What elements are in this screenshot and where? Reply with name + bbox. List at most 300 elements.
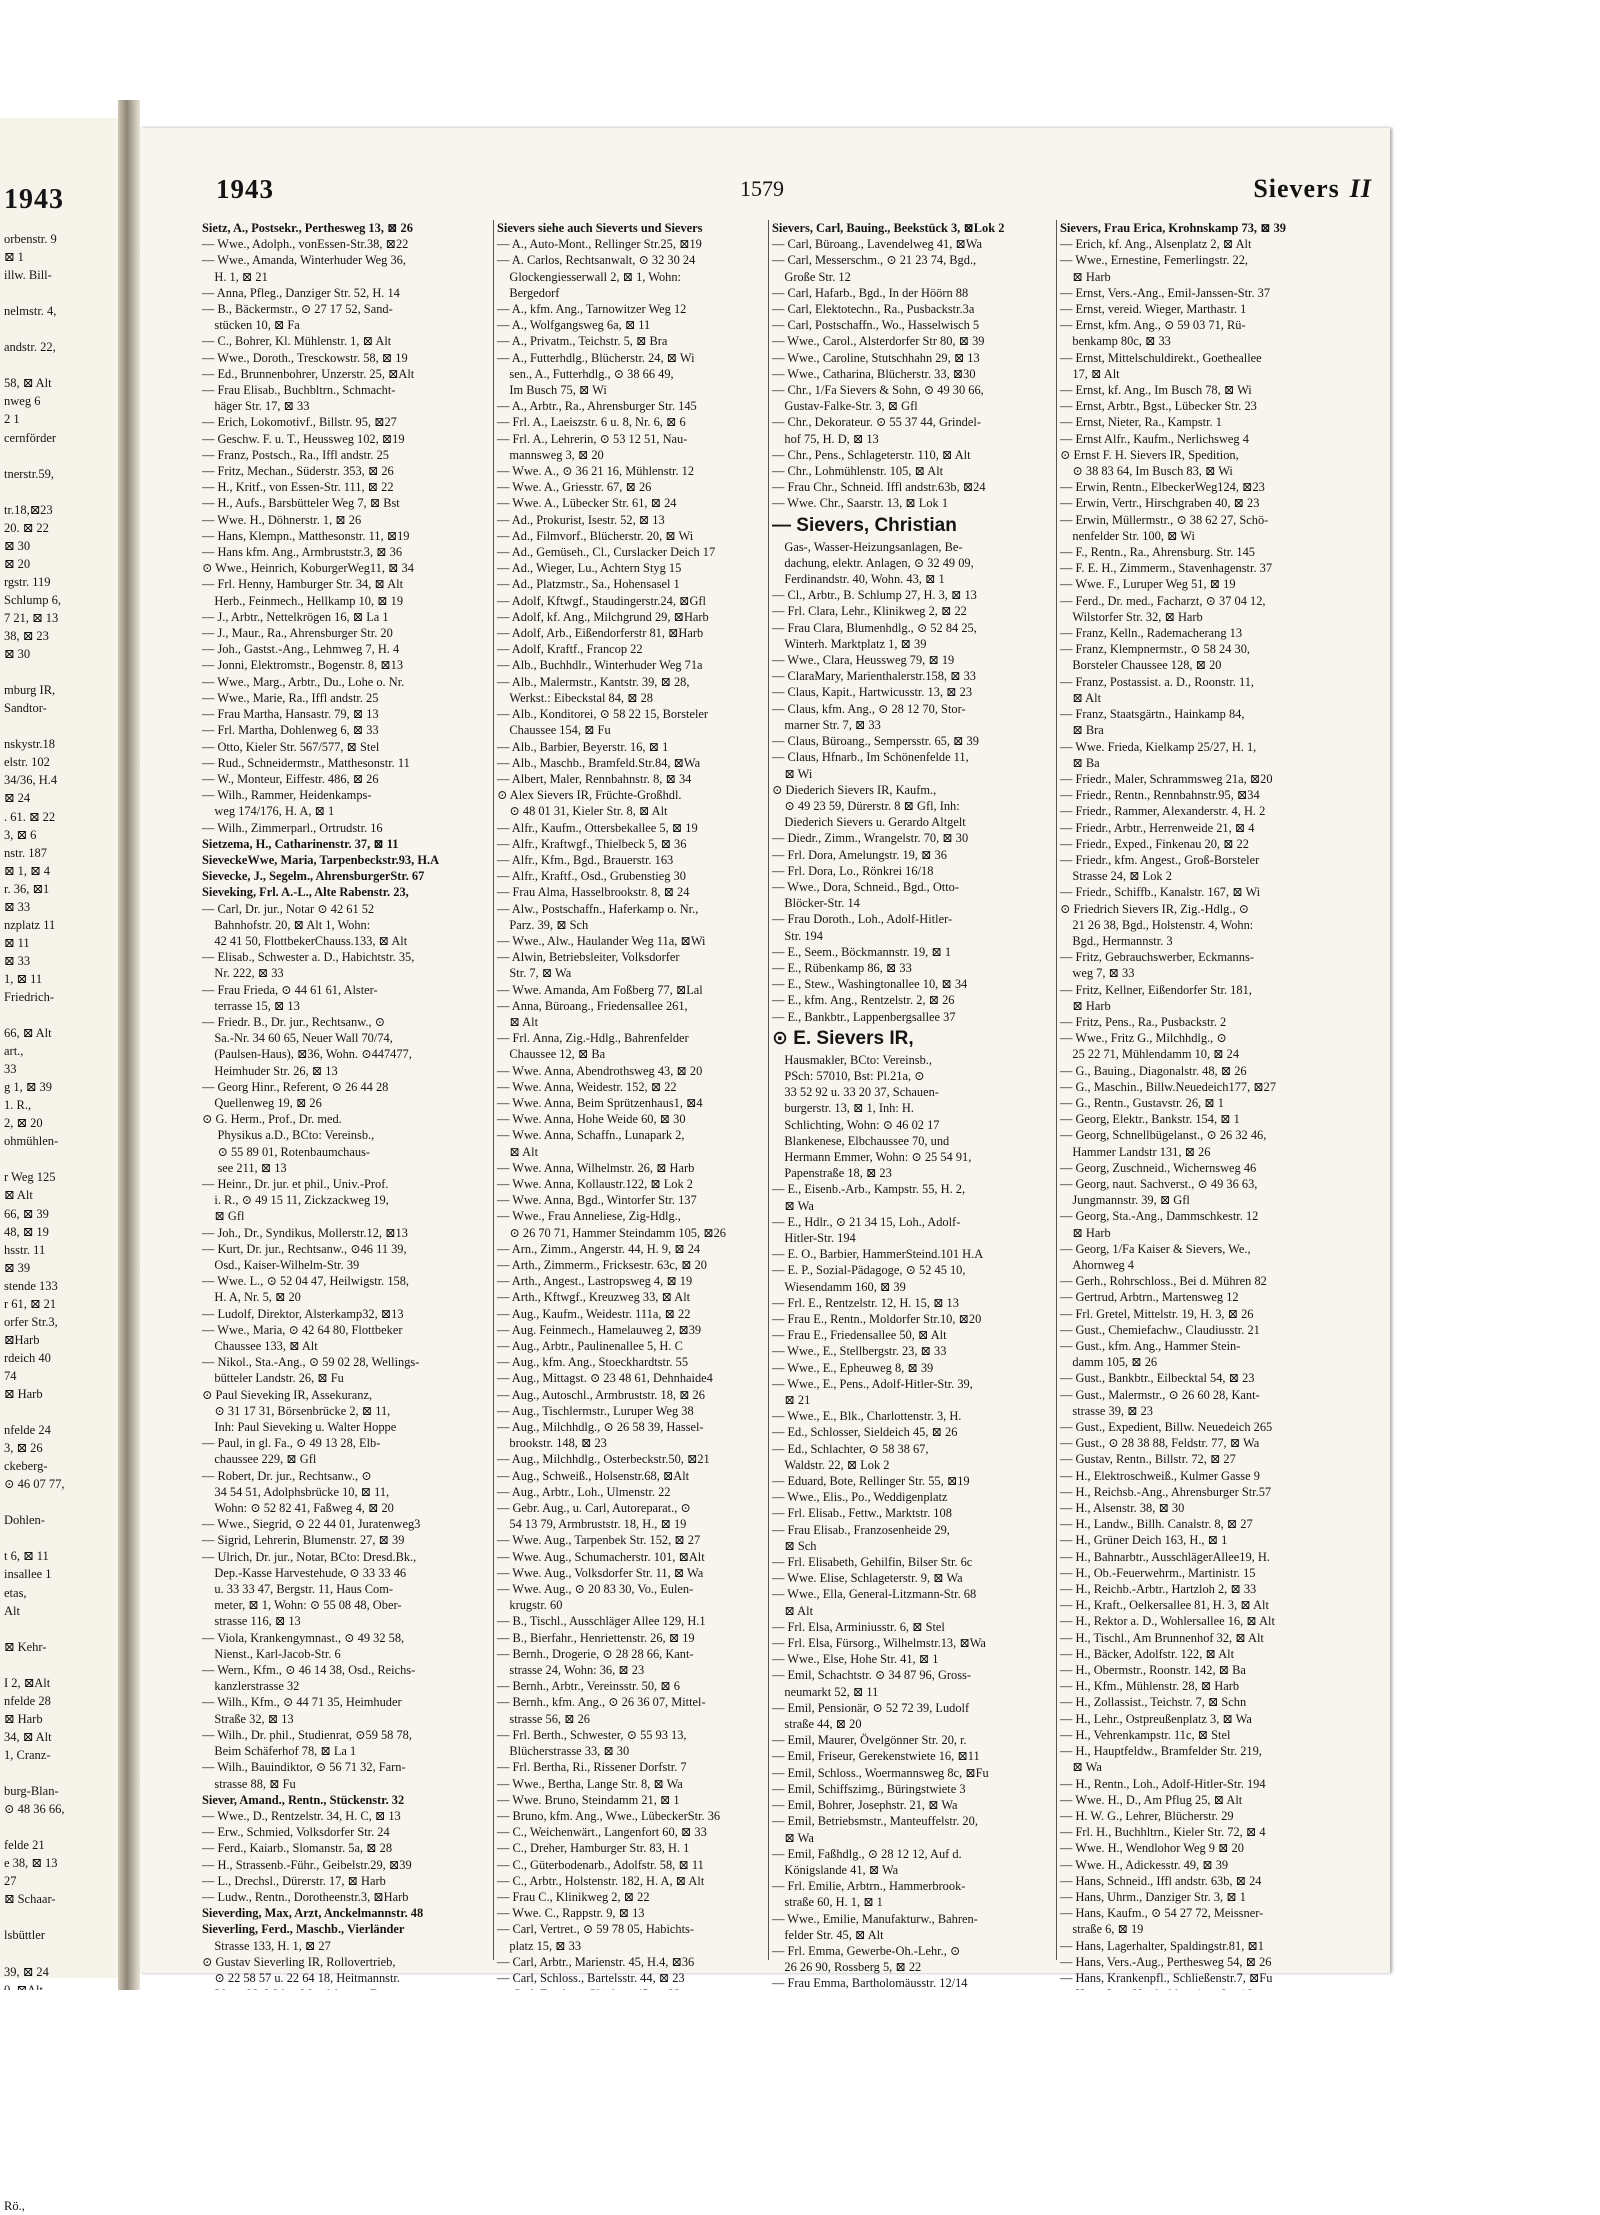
directory-entry: ⊠ Ba	[1060, 755, 1100, 770]
directory-entry: — Wwe. Anna, Schaffn., Lunapark 2,	[497, 1128, 685, 1143]
directory-entry: — Frl. Elsa, Arminiusstr. 6, ⊠ Stel	[772, 1619, 945, 1634]
directory-entry: — Wwe., Ella, General-Litzmann-Str. 68	[772, 1587, 977, 1602]
directory-entry: strasse 56, ⊠ 26	[497, 1711, 590, 1726]
directory-entry: ⊠ Wa	[772, 1198, 814, 1213]
directory-entry: Beim Schäferhof 78, ⊠ La 1	[202, 1744, 357, 1759]
directory-entry: — Alb., Konditorei, ⊙ 58 22 15, Borsteler	[497, 707, 709, 722]
directory-entry: — Jonni, Elektromstr., Bogenstr. 8, ⊠13	[202, 658, 404, 673]
directory-entry: — H., Reichb.-Arbtr., Hartzloh 2, ⊠ 33	[1060, 1582, 1257, 1597]
left-fragment: Alt	[4, 1603, 20, 1618]
directory-entry: Sietz, A., Postsekr., Perthesweg 13, ⊠ 26	[202, 221, 413, 235]
directory-entry: — Carl, Elektotechn., Ra., Pusbackstr.3a	[772, 302, 975, 317]
running-roman: II	[1349, 174, 1372, 203]
directory-entry: sen., A., Futterhdlg., ⊙ 38 66 49,	[497, 366, 674, 381]
directory-entry: Gustav-Falke-Str. 3, ⊠ Gfl	[772, 399, 918, 414]
directory-entry: — Aug., Milchhdlg., Osterbeckstr.50, ⊠21	[497, 1452, 710, 1467]
directory-entry: — Aug., Autoschl., Armbruststr. 18, ⊠ 26	[497, 1387, 705, 1402]
directory-entry: — H., Bahnarbtr., AusschlägerAllee19, H.	[1060, 1549, 1270, 1564]
left-fragment	[0, 663, 132, 681]
directory-entry: — Arn., Zimm., Angerstr. 44, H. 9, ⊠ 24	[497, 1241, 701, 1256]
directory-entry: Wilstorfer Str. 32, ⊠ Harb	[1060, 609, 1203, 624]
directory-entry: mannsweg 3, ⊠ 20	[497, 447, 604, 462]
directory-entry: — Aug., Mittagst. ⊙ 23 48 61, Dehnhaide4	[497, 1371, 713, 1386]
directory-entry: — H., Strassenb.-Führ., Geibelstr.29, ⊠39	[202, 1857, 412, 1872]
directory-entry: Glockengiesserwall 2, ⊠ 1, Wohn:	[497, 269, 681, 284]
directory-entry: — Adolf, kf. Ang., Milchgrund 29, ⊠Harb	[497, 609, 709, 624]
directory-entry: Blücherstrasse 33, ⊠ 30	[497, 1744, 630, 1759]
directory-entry: Werkst.: Eibeckstal 84, ⊠ 28	[497, 690, 653, 705]
directory-entry: — Alw., Postschaffn., Haferkamp o. Nr.,	[497, 901, 699, 916]
directory-entry: — Albert, Maler, Rennbahnstr. 8, ⊠ 34	[497, 771, 692, 786]
directory-entry: ⊠ Harb	[1060, 998, 1111, 1013]
directory-entry: — Wilh., Kfm., ⊙ 44 71 35, Heimhuder	[202, 1695, 402, 1710]
left-fragment: ⊠ 39	[4, 1260, 31, 1275]
directory-entry: Blankenese, Elbchaussee 70, und	[772, 1133, 950, 1148]
directory-entry: neumarkt 52, ⊠ 11	[772, 1684, 879, 1699]
left-fragment: ⊠ 11	[4, 935, 30, 950]
directory-entry: dachung, elektr. Anlagen, ⊙ 32 49 09,	[772, 555, 974, 570]
directory-entry: — Alb., Malermstr., Kantstr. 39, ⊠ 28,	[497, 674, 690, 689]
left-fragment: lsbüttler	[4, 1928, 45, 1943]
directory-entry: ⊠ Alt	[1060, 690, 1102, 705]
scan-bottom-margin	[0, 1990, 1600, 2177]
directory-entry: — H., Bäcker, Adolfstr. 122, ⊠ Alt	[1060, 1646, 1235, 1661]
left-fragment: I 2, ⊠Alt	[4, 1675, 51, 1690]
left-fragment: r. 36, ⊠1	[4, 881, 50, 896]
directory-entry: — Frl. Henny, Hamburger Str. 34, ⊠ Alt	[202, 577, 404, 592]
left-fragment: 2, ⊠ 20	[4, 1116, 43, 1131]
directory-entry: — Ernst Alfr., Kaufm., Nerlichsweg 4	[1060, 431, 1249, 446]
directory-entry: Schlichting, Wohn: ⊙ 46 02 17	[772, 1117, 940, 1132]
directory-entry: Str. 194	[772, 928, 823, 943]
left-fragment: orbenstr. 9	[4, 232, 57, 246]
directory-entry: ⊙ 31 17 31, Börsenbrücke 2, ⊠ 11,	[202, 1403, 391, 1418]
directory-entry: — Wwe., Caroline, Stutschhahn 29, ⊠ 13	[772, 350, 980, 365]
directory-entry: — Adolf, Kftwgf., Staudingerstr.24, ⊠Gfl	[497, 593, 706, 608]
directory-entry: — Frl. Elisab., Fettw., Marktstr. 108	[772, 1506, 952, 1521]
directory-entry: — Carl, Hafarb., Bgd., In der Höörn 88	[772, 285, 969, 300]
directory-entry: Strasse 133, H. 1, ⊠ 27	[202, 1938, 331, 1953]
directory-entry: Hitler-Str. 194	[772, 1230, 856, 1245]
directory-entry: — Alfr., Kraftwgf., Thielbeck 5, ⊠ 36	[497, 836, 687, 851]
directory-entry: Sieverding, Max, Arzt, Anckelmannstr. 48	[202, 1906, 424, 1921]
left-fragment: 39, ⊠ 24	[4, 1964, 49, 1979]
directory-entry: häger Str. 17, ⊠ 33	[202, 399, 310, 414]
directory-entry: — Arth., Zimmerm., Fricksestr. 63c, ⊠ 20	[497, 1258, 707, 1272]
directory-entry: ⊠ Wa	[772, 1830, 814, 1845]
directory-entry: ⊠ Harb	[1060, 1225, 1111, 1240]
directory-entry: Im Busch 75, ⊠ Wi	[497, 383, 607, 398]
left-fragment: 66, ⊠ 39	[4, 1206, 49, 1221]
directory-entry: — Emil, Schachtstr. ⊙ 34 87 96, Gross-	[772, 1668, 971, 1683]
directory-entry: — H., Kfm., Mühlenstr. 28, ⊠ Harb	[1060, 1679, 1240, 1694]
left-fragment: etas,	[4, 1585, 27, 1600]
directory-entry: — Gust., ⊙ 28 38 88, Feldstr. 77, ⊠ Wa	[1060, 1436, 1260, 1451]
directory-entry: — Friedr., Rammer, Alexanderstr. 4, H. 2	[1060, 804, 1266, 819]
left-fragment: ⊠ 20	[4, 556, 31, 571]
column-2	[497, 220, 786, 1985]
directory-entry: — Ernst, Nieter, Ra., Kampstr. 1	[1060, 415, 1222, 430]
directory-entry: Dep.-Kasse Harvestehude, ⊙ 33 33 46	[202, 1565, 407, 1580]
directory-entry: Hausmakler, BCto: Vereinsb.,	[772, 1052, 932, 1067]
directory-entry: — Ernst, vereid. Wieger, Marthastr. 1	[1060, 302, 1247, 317]
directory-entry: straße 44, ⊠ 20	[772, 1717, 862, 1732]
left-fragment: 20. ⊠ 22	[4, 520, 49, 535]
left-fragment: orfer Str.3,	[4, 1314, 58, 1329]
directory-entry: — Georg Hinr., Referent, ⊙ 26 44 28	[202, 1079, 389, 1094]
directory-entry: — Sievers, Christian	[772, 514, 957, 536]
directory-entry: — J., Arbtr., Nettelkrögen 16, ⊠ La 1	[202, 609, 389, 624]
directory-entry: platz 15, ⊠ 33	[497, 1938, 582, 1953]
directory-entry: Hammer Landstr 131, ⊠ 26	[1060, 1144, 1211, 1159]
directory-entry: — Bernh., kfm. Ang., ⊙ 26 36 07, Mittel-	[497, 1695, 706, 1710]
directory-entry: — F., Rentn., Ra., Ahrensburg. Str. 145	[1060, 545, 1255, 560]
directory-entry: nenfelder Str. 100, ⊠ Wi	[1060, 528, 1195, 543]
directory-entry: — Wwe., Maria, ⊙ 42 64 80, Flottbeker	[202, 1322, 403, 1337]
directory-entry: — Kurt, Dr. jur., Rechtsanw., ⊙46 11 39,	[202, 1241, 407, 1256]
directory-entry: — A., Wolfgangsweg 6a, ⊠ 11	[497, 318, 651, 333]
directory-entry: — H. W. G., Lehrer, Blücherstr. 29	[1060, 1808, 1234, 1823]
directory-entry: — Hans, Uhrm., Danziger Str. 3, ⊠ 1	[1060, 1889, 1246, 1904]
directory-entry: — Aug. Feinmech., Hamelauweg 2, ⊠39	[497, 1322, 702, 1337]
left-fragment: burg-Blan-	[4, 1784, 59, 1799]
directory-entry: — Hans kfm. Ang., Armbruststr.3, ⊠ 36	[202, 545, 403, 560]
directory-entry: — Hans, Klempn., Matthesonstr. 11, ⊠19	[202, 528, 410, 543]
directory-entry: — Emil, Maurer, Övelgönner Str. 20, r.	[772, 1733, 967, 1748]
directory-entry: Chaussee 12, ⊠ Ba	[497, 1047, 606, 1062]
directory-entry: — G., Bauing., Diagonalstr. 48, ⊠ 26	[1060, 1063, 1247, 1078]
directory-entry: Chaussee 154, ⊠ Fu	[497, 723, 611, 738]
left-adjacent-page	[0, 118, 132, 2214]
directory-entry: Gas-, Wasser-Heizungsanlagen, Be-	[772, 539, 963, 554]
directory-entry: — Ed., Schlachter, ⊙ 58 38 67,	[772, 1441, 929, 1456]
directory-entry: — F. E. H., Zimmerm., Stavenhagenstr. 37	[1060, 561, 1273, 576]
directory-entry: — C., Dreher, Hamburger Str. 83, H. 1	[497, 1841, 690, 1856]
directory-entry: — E. P., Sozial-Pädagoge, ⊙ 52 45 10,	[772, 1263, 966, 1278]
directory-entry: — Wwe. H., Wendlohor Weg 9 ⊠ 20	[1060, 1841, 1244, 1856]
directory-entry: — Ad., Wieger, Lu., Achtern Styg 15	[497, 561, 682, 576]
left-page-fragments	[0, 230, 132, 2215]
left-fragment	[0, 1818, 132, 1836]
directory-entry: — Wwe., Else, Hohe Str. 41, ⊠ 1	[772, 1652, 939, 1667]
directory-entry: — Wwe. Anna, Abendrothsweg 43, ⊠ 20	[497, 1063, 703, 1078]
directory-entry: Physikus a.D., BCto: Vereinsb.,	[202, 1128, 375, 1143]
directory-entry: — Emil, Bohrer, Josephstr. 21, ⊠ Wa	[772, 1798, 958, 1813]
directory-entry: — C., Güterbodenarb., Adolfstr. 58, ⊠ 11	[497, 1857, 704, 1872]
directory-entry: — Frau Emma, Bartholomäusstr. 12/14	[772, 1976, 968, 1991]
directory-entry: — Wwe., Emilie, Manufakturw., Bahren-	[772, 1911, 978, 1926]
directory-entry: — H., Lehr., Ostpreußenplatz 3, ⊠ Wa	[1060, 1711, 1252, 1726]
directory-entry: — Wwe., E., Epheuweg 8, ⊠ 39	[772, 1360, 934, 1375]
left-fragment	[0, 320, 132, 338]
directory-entry: — Wwe., E., Blk., Charlottenstr. 3, H.	[772, 1409, 962, 1424]
left-fragment: g 1, ⊠ 39	[4, 1080, 52, 1095]
directory-entry: — H., Vehrenkampstr. 11c, ⊠ Stel	[1060, 1727, 1231, 1742]
directory-entry: — Nikol., Sta.-Ang., ⊙ 59 02 28, Wellings-	[202, 1355, 420, 1370]
directory-entry: — Wwe. Anna, Bgd., Wintorfer Str. 137	[497, 1193, 697, 1208]
left-fragment: ⊠ 33	[4, 899, 31, 914]
left-fragment: ⊠ Alt	[4, 1188, 33, 1203]
directory-entry: — Bernh., Arbtr., Vereinsstr. 50, ⊠ 6	[497, 1679, 680, 1694]
directory-entry: ⊙ 55 89 01, Rotenbaumchaus-	[202, 1144, 370, 1159]
directory-entry: — Ernst, Mittelschuldirekt., Goetheallee	[1060, 350, 1262, 365]
directory-entry: ⊠ Harb	[1060, 269, 1111, 284]
directory-entry: — H., Reichsb.-Ang., Ahrensburger Str.57	[1060, 1484, 1272, 1499]
directory-entry: — Wwe. H., D., Am Pflug 25, ⊠ Alt	[1060, 1792, 1243, 1807]
directory-entry: — Wwe., Bertha, Lange Str. 8, ⊠ Wa	[497, 1776, 683, 1791]
directory-entry: — Wwe. A., Griesstr. 67, ⊠ 26	[497, 480, 652, 495]
directory-entry: — Ferd., Dr. med., Facharzt, ⊙ 37 04 12,	[1060, 593, 1266, 608]
directory-entry: — A., Privatm., Teichstr. 5, ⊠ Bra	[497, 334, 668, 349]
directory-entry: strasse 24, Wohn: 36, ⊠ 23	[497, 1663, 645, 1678]
directory-entry: 17, ⊠ Alt	[1060, 366, 1120, 381]
directory-entry: — A., kfm. Ang., Tarnowitzer Weg 12	[497, 302, 687, 317]
left-fragment	[0, 1908, 132, 1926]
directory-entry: — Ernst, kfm. Ang., ⊙ 59 03 71, Rü-	[1060, 318, 1246, 333]
directory-entry: ⊙ Wwe., Heinrich, KoburgerWeg11, ⊠ 34	[202, 561, 414, 576]
directory-entry: 34 54 51, Adolphsbrücke 10, ⊠ 11,	[202, 1484, 390, 1499]
directory-entry: — Aug., Arbtr., Paulinenallee 5, H. C	[497, 1339, 683, 1354]
left-fragment	[0, 1493, 132, 1511]
directory-entry: — E., Seem., Böckmannstr. 19, ⊠ 1	[772, 944, 952, 959]
left-fragment: andstr. 22,	[4, 340, 56, 355]
directory-entry: — Aug., Milchhdlg., ⊙ 26 58 39, Hassel-	[497, 1420, 704, 1435]
left-fragment: r Weg 125	[4, 1170, 56, 1185]
directory-entry: — Alwin, Betriebsleiter, Volksdorfer	[497, 950, 680, 965]
directory-entry: — Hans, Schneid., Iffl andstr. 63b, ⊠ 24	[1060, 1873, 1262, 1888]
directory-entry: weg 7, ⊠ 33	[1060, 966, 1135, 981]
left-fragment: nskystr.18	[4, 737, 56, 752]
directory-entry: Blöcker-Str. 14	[772, 896, 860, 911]
directory-entry: — Wwe., Dora, Schneid., Bgd., Otto-	[772, 879, 959, 894]
directory-entry: — Ad., Prokurist, Isestr. 52, ⊠ 13	[497, 512, 665, 527]
directory-entry: — Wwe. Bruno, Steindamm 21, ⊠ 1	[497, 1792, 680, 1807]
directory-entry: — Chr., Lohmühlenstr. 105, ⊠ Alt	[772, 464, 944, 479]
left-fragment: 58, ⊠ Alt	[4, 376, 52, 391]
left-fragment: r 61, ⊠ 21	[4, 1296, 57, 1311]
left-fragment: rgstr. 119	[4, 574, 51, 589]
directory-entry: brookstr. 148, ⊠ 23	[497, 1436, 607, 1451]
directory-entry: — E. O., Barbier, HammerSteind.101 H.A	[772, 1247, 984, 1262]
directory-entry: — Georg, Schnellbügelanst., ⊙ 26 32 46,	[1060, 1128, 1267, 1143]
left-fragment: 1, ⊠ 11	[4, 971, 43, 986]
directory-entry: — Wwe. Anna, Hohe Weide 60, ⊠ 30	[497, 1112, 686, 1127]
directory-entry: — Frau Alma, Hasselbrookstr. 8, ⊠ 24	[497, 885, 690, 900]
directory-entry: — A., Futterhdlg., Blücherstr. 24, ⊠ Wi	[497, 350, 695, 365]
directory-entry: hof 75, H. D, ⊠ 13	[772, 431, 879, 446]
directory-entry: — Fritz, Gebrauchswerber, Eckmanns-	[1060, 950, 1254, 965]
directory-entry: — Gust., Malermstr., ⊙ 26 60 28, Kant-	[1060, 1387, 1260, 1402]
directory-entry: — Ad., Platzmstr., Sa., Hohensasel 1	[497, 577, 680, 592]
left-fragment: e 38, ⊠ 13	[4, 1856, 58, 1871]
left-fragment: Schlump 6,	[4, 592, 61, 607]
left-fragment: felde 21	[4, 1838, 45, 1853]
directory-entry: — Aug., Schweiß., Holsenstr.68, ⊠Alt	[497, 1468, 690, 1483]
directory-entry: — Adolf, Arb., Eißendorferstr 81, ⊠Harb	[497, 626, 704, 641]
directory-entry: — Alfr., Kaufm., Ottersbekallee 5, ⊠ 19	[497, 820, 698, 835]
directory-entry: Königslande 41, ⊠ Wa	[772, 1862, 899, 1877]
directory-entry: — Carl, Postschaffn., Wo., Hasselwisch 5	[772, 318, 980, 333]
directory-entry: ⊙ E. Sievers IR,	[772, 1027, 914, 1049]
directory-entry: — H., Rentn., Loh., Adolf-Hitler-Str. 194	[1060, 1776, 1266, 1791]
left-fragment: 1. R.,	[4, 1098, 32, 1113]
directory-entry: — Emil, Schiffszimg., Büringstwiete 3	[772, 1781, 966, 1796]
directory-entry: — H., Alsenstr. 38, ⊠ 30	[1060, 1501, 1185, 1516]
directory-entry: ⊠ 21	[772, 1393, 811, 1408]
directory-entry: — E., Eisenb.-Arb., Kampstr. 55, H. 2,	[772, 1182, 966, 1197]
directory-entry: — Cl., Arbtr., B. Schlump 27, H. 3, ⊠ 13	[772, 588, 977, 603]
left-fragment	[0, 1656, 132, 1674]
directory-entry: — Wwe. Elise, Schlageterstr. 9, ⊠ Wa	[772, 1571, 963, 1586]
directory-entry: Osd., Kaiser-Wilhelm-Str. 39	[202, 1258, 360, 1272]
directory-entry: — E., Bankbtr., Lappenbergsallee 37	[772, 1009, 956, 1024]
column-rule	[493, 220, 494, 1960]
left-fragment: illw. Bill-	[4, 268, 52, 283]
directory-entry: u. 33 33 47, Bergstr. 11, Haus Com-	[202, 1582, 394, 1597]
directory-entry: — Gust., kfm. Ang., Hammer Stein-	[1060, 1339, 1241, 1354]
directory-entry: — Geschw. F. u. T., Heussweg 102, ⊠19	[202, 431, 405, 446]
directory-entry: — Aug., Tischlermstr., Luruper Weg 38	[497, 1403, 694, 1418]
left-fragment: 3, ⊠ 26	[4, 1441, 43, 1456]
directory-entry: — Wwe. Chr., Saarstr. 13, ⊠ Lok 1	[772, 496, 949, 511]
directory-entry: Borsteler Chaussee 128, ⊠ 20	[1060, 658, 1222, 673]
directory-entry: — Frau Chr., Schneid. Iffl andstr.63b, ⊠24	[772, 480, 986, 495]
left-fragment: 66, ⊠ Alt	[4, 1026, 52, 1041]
directory-entry: — Wwe. Anna, Weidestr. 152, ⊠ 22	[497, 1079, 677, 1094]
directory-entry: — Claus, Hfnarb., Im Schönenfelde 11,	[772, 750, 969, 765]
directory-entry: — Wwe., Carol., Alsterdorfer Str 80, ⊠ 39	[772, 334, 985, 349]
directory-entry: — Georg, Elektr., Bankstr. 154, ⊠ 1	[1060, 1112, 1240, 1127]
left-fragment: 33	[4, 1062, 17, 1077]
directory-entry: Parz. 39, ⊠ Sch	[497, 917, 589, 932]
directory-entry: ⊠ Wi	[772, 766, 813, 781]
directory-entry: — Alb., Maschb., Bramfeld.Str.84, ⊠Wa	[497, 755, 701, 770]
directory-entry: ⊙ Diederich Sievers IR, Kaufm.,	[772, 782, 937, 797]
directory-entry: — Erwin, Vertr., Hirschgraben 40, ⊠ 23	[1060, 496, 1260, 511]
directory-entry: — E., Rübenkamp 86, ⊠ 33	[772, 960, 912, 975]
directory-entry: — C., Bohrer, Kl. Mühlenstr. 1, ⊠ Alt	[202, 334, 392, 349]
directory-entry: — Hans, Kaufm., ⊙ 54 27 72, Meissner-	[1060, 1906, 1264, 1921]
directory-entry: — Frau E., Friedensallee 50, ⊠ Alt	[772, 1328, 947, 1343]
left-fragment: art.,	[4, 1044, 24, 1059]
directory-entry: Sievers, Carl, Bauing., Beekstück 3, ⊠Lok 2	[772, 221, 1005, 235]
directory-entry: Str. 7, ⊠ Wa	[497, 966, 572, 981]
directory-entry: — Aug., Arbtr., Loh., Ulmenstr. 22	[497, 1484, 671, 1499]
left-fragment: 1, Cranz-	[4, 1747, 51, 1762]
left-fragment	[0, 356, 132, 374]
directory-entry: krugstr. 60	[497, 1598, 563, 1613]
directory-entry: — H., Zollassist., Teichstr. 7, ⊠ Schn	[1060, 1695, 1247, 1710]
directory-entry: Große Str. 12	[772, 269, 851, 284]
directory-entry: burgerstr. 13, ⊠ 1, Inh: H.	[772, 1101, 914, 1116]
left-fragment	[0, 1620, 132, 1638]
directory-entry: — Aug., kfm. Ang., Stoeckhardtstr. 55	[497, 1355, 689, 1370]
directory-entry: — Alb., Barbier, Beyerstr. 16, ⊠ 1	[497, 739, 669, 754]
directory-entry: — Wwe., Doroth., Tresckowstr. 58, ⊠ 19	[202, 350, 408, 365]
left-fragment: ⊠ Schaar-	[4, 1892, 56, 1907]
directory-entry: Ahornweg 4	[1060, 1258, 1134, 1272]
directory-entry: — Wilh., Dr. phil., Studienrat, ⊙59 58 78,	[202, 1727, 412, 1742]
directory-entry: ⊠ Alt	[772, 1603, 814, 1618]
left-fragment: ⊠ 30	[4, 647, 31, 662]
directory-entry: — Joh., Dr., Syndikus, Mollerstr.12, ⊠13	[202, 1225, 408, 1240]
directory-entry: — H., Obermstr., Roonstr. 142, ⊠ Ba	[1060, 1663, 1246, 1678]
directory-entry: — Claus, kfm. Ang., ⊙ 28 12 70, Stor-	[772, 701, 966, 716]
directory-entry: — Frl. Bertha, Ri., Rissener Dorfstr. 7	[497, 1760, 687, 1775]
column-4	[1060, 220, 1349, 1985]
directory-entry: — Erwin, Müllermstr., ⊙ 38 62 27, Schö-	[1060, 512, 1269, 527]
directory-entry: — Elisab., Schwester a. D., Habichtstr. 35,	[202, 950, 415, 965]
directory-entry: — Wwe. Frieda, Kielkamp 25/27, H. 1,	[1060, 739, 1257, 754]
directory-entry: — Ernst, kf. Ang., Im Busch 78, ⊠ Wi	[1060, 383, 1252, 398]
directory-entry: — H., Hauptfeldw., Bramfelder Str. 219,	[1060, 1744, 1262, 1759]
left-fragment: ⊙ 46 07 77,	[4, 1477, 65, 1492]
directory-entry: ⊙ Alex Sievers IR, Früchte-Großhdl.	[497, 788, 682, 803]
directory-entry: ⊠ Gfl	[202, 1209, 245, 1224]
directory-entry: — Carl, Dr. jur., Notar ⊙ 42 61 52	[202, 901, 375, 916]
directory-entry: — Wwe. Anna, Kollaustr.122, ⊠ Lok 2	[497, 1176, 693, 1191]
directory-entry: — Adolf, Kraftf., Francop 22	[497, 642, 643, 657]
directory-entry: Nr. 222, ⊠ 33	[202, 966, 284, 981]
directory-entry: Straße 32, ⊠ 13	[202, 1711, 294, 1726]
left-fragment: ⊠Harb	[4, 1332, 40, 1347]
directory-entry: H. A, Nr. 5, ⊠ 20	[202, 1290, 301, 1305]
left-fragment: ⊠ 30	[4, 538, 31, 553]
directory-entry: kanzlerstrasse 32	[202, 1679, 300, 1694]
directory-entry: — Ludw., Rentn., Dorotheenstr.3, ⊠Harb	[202, 1889, 409, 1904]
directory-entry: Quellenweg 19, ⊠ 26	[202, 1095, 322, 1110]
directory-entry: — Wilh., Bauindiktor, ⊙ 56 71 32, Farn-	[202, 1760, 406, 1775]
directory-entry: — Wwe., Amanda, Winterhuder Weg 36,	[202, 253, 406, 268]
left-fragment: ⊙ 48 36 66,	[4, 1802, 65, 1817]
directory-entry: — Frl. Elisabeth, Gehilfin, Bilser Str. 6c	[772, 1555, 973, 1570]
directory-entry: — Wwe. C., Rappstr. 9, ⊠ 13	[497, 1906, 645, 1921]
directory-entry: — Frl. Emma, Gewerbe-Oh.-Lehr., ⊙	[772, 1943, 961, 1958]
directory-entry: — Alb., Buchhdlr., Winterhuder Weg 71a	[497, 658, 703, 673]
directory-entry: — Frl. Martha, Dohlenweg 6, ⊠ 33	[202, 723, 379, 738]
directory-entry: — Chr., 1/Fa Sievers & Sohn, ⊙ 49 30 66,	[772, 383, 984, 398]
directory-entry: — Heinr., Dr. jur. et phil., Univ.-Prof.	[202, 1176, 389, 1191]
directory-entry: — Bernh., Drogerie, ⊙ 28 28 66, Kant-	[497, 1646, 694, 1661]
left-fragment: Dohlen-	[4, 1513, 45, 1528]
directory-entry: ⊙ Paul Sieveking IR, Assekuranz,	[202, 1387, 373, 1402]
directory-entry: Waldstr. 22, ⊠ Lok 2	[772, 1457, 890, 1472]
left-fragment	[0, 483, 132, 501]
left-fragment: ⊠ 1, ⊠ 4	[4, 863, 50, 878]
directory-entry: SieveckeWwe, Maria, Tarpenbeckstr.93, H.A	[202, 852, 440, 867]
left-fragment: 3, ⊠ 6	[4, 827, 37, 842]
left-fragment: t 6, ⊠ 11	[4, 1549, 49, 1564]
directory-entry: — Friedr., Exped., Finkenau 20, ⊠ 22	[1060, 836, 1249, 851]
directory-entry: — L., Drechsl., Dürerstr. 17, ⊠ Harb	[202, 1873, 386, 1888]
left-fragment: ⊠ 1	[4, 250, 24, 265]
left-fragment	[0, 1006, 132, 1024]
directory-entry: — Frl. Anna, Zig.-Hdlg., Bahrenfelder	[497, 1031, 689, 1046]
directory-entry: — Franz, Postassist. a. D., Roonstr. 11,	[1060, 674, 1255, 689]
left-fragment	[0, 1529, 132, 1547]
directory-entry: — Frl. Gretel, Mittelstr. 19, H. 3, ⊠ 26	[1060, 1306, 1254, 1321]
directory-entry: — H., Kritf., von Essen-Str. 111, ⊠ 22	[202, 480, 394, 495]
directory-entry: — Wilh., Rammer, Heidenkamps-	[202, 788, 372, 803]
directory-entry: — Chr., Pens., Schlageterstr. 110, ⊠ Alt	[772, 447, 971, 462]
directory-entry: — A. Carlos, Rechtsanwalt, ⊙ 32 30 24	[497, 253, 696, 268]
directory-entry: Jungmannstr. 39, ⊠ Gfl	[1060, 1193, 1190, 1208]
left-fragment: ⊠ Kehr-	[4, 1639, 47, 1654]
directory-entry: weg 174/176, H. A, ⊠ 1	[202, 804, 335, 819]
directory-entry: — G., Rentn., Gustavstr. 26, ⊠ 1	[1060, 1095, 1224, 1110]
directory-entry: — Wern., Kfm., ⊙ 46 14 38, Osd., Reichs-	[202, 1663, 416, 1678]
directory-entry: — Wwe., Siegrid, ⊙ 22 44 01, Juratenweg3	[202, 1517, 421, 1532]
